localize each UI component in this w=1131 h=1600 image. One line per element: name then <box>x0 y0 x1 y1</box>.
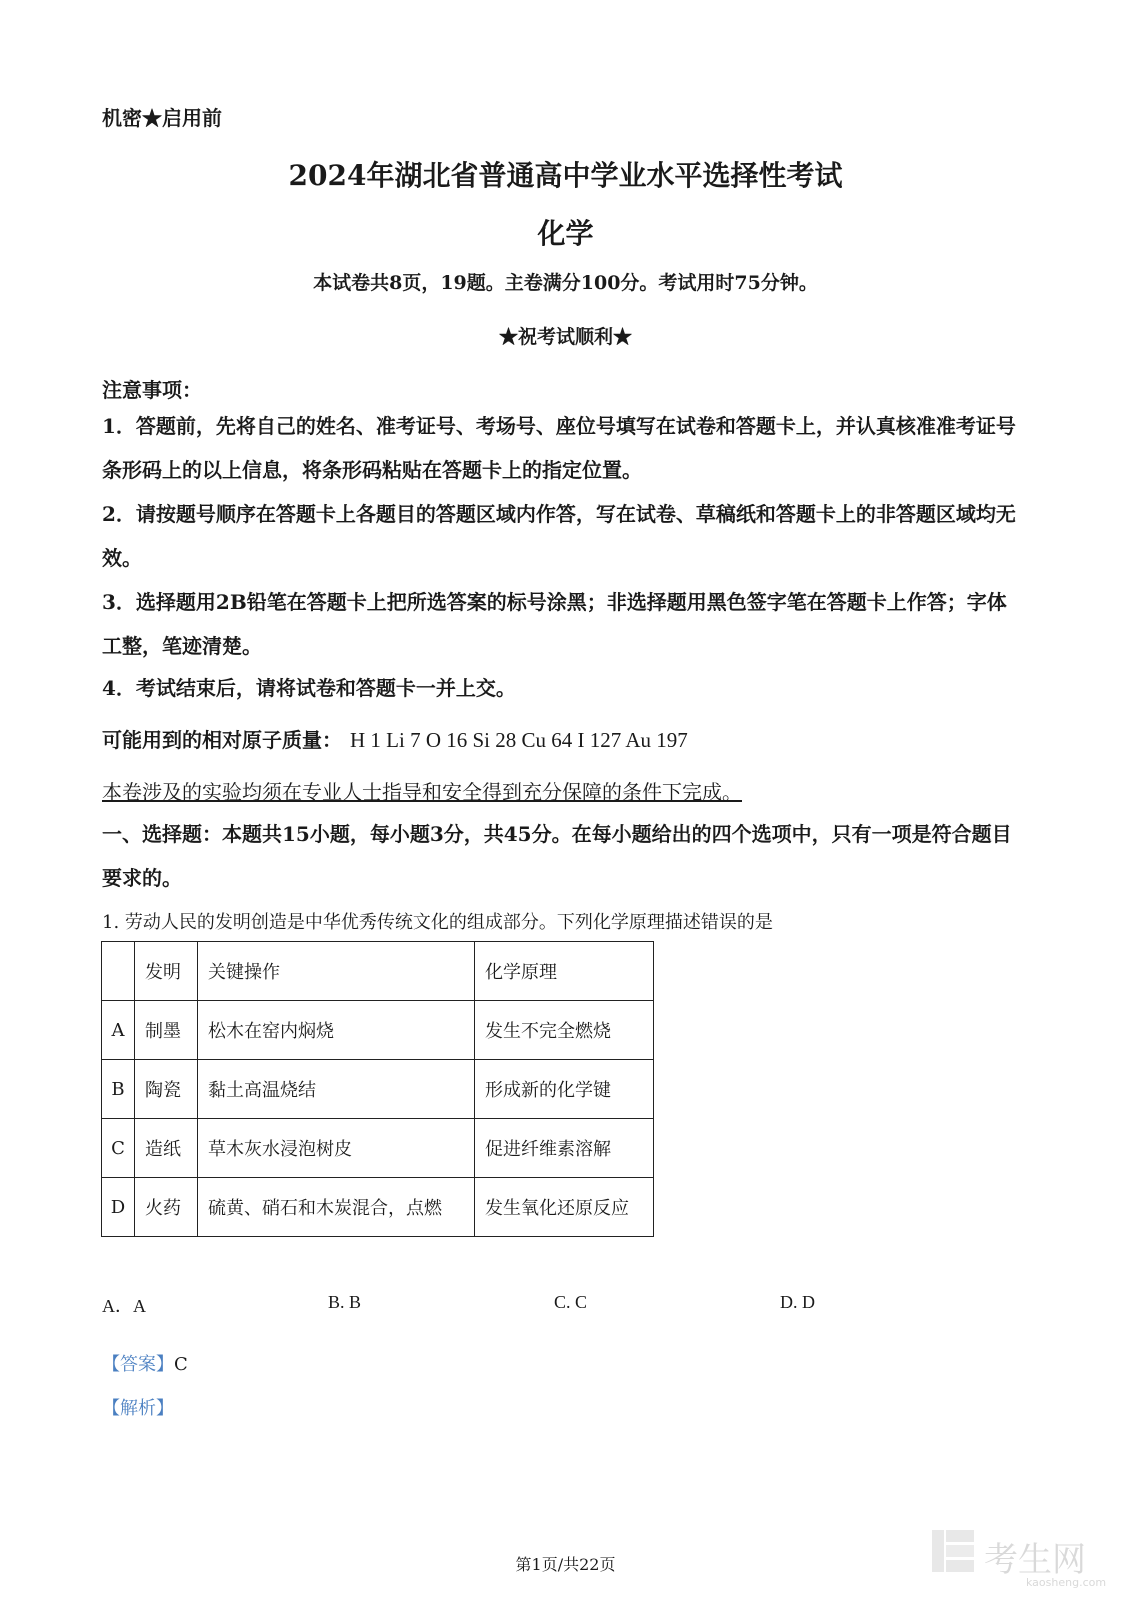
table-cell: 陶瓷 <box>135 1060 198 1119</box>
table-cell: 发生不完全燃烧 <box>475 1001 654 1060</box>
table-cell: 制墨 <box>135 1001 198 1060</box>
table-header-cell <box>102 942 135 1001</box>
atomic-masses-values: H 1 Li 7 O 16 Si 28 Cu 64 I 127 Au 197 <box>350 728 688 752</box>
notes-heading: 注意事项： <box>102 378 202 402</box>
table-header-cell: 发明 <box>135 942 198 1001</box>
option-d: D. D <box>780 1292 815 1312</box>
table-cell: 硫黄、硝石和木炭混合，点燃 <box>198 1178 475 1237</box>
analysis-tag: 【解析】 <box>102 1398 174 1419</box>
table-row <box>102 1060 654 1119</box>
table-cell: B <box>102 1060 135 1119</box>
table-cell: C <box>102 1119 135 1178</box>
subject-title: 化学 <box>537 217 594 250</box>
safety-notice: 本卷涉及的实验均须在专业人士指导和安全得到充分保障的条件下完成。 <box>102 780 742 804</box>
question-stem: 1. 劳动人民的发明创造是中华优秀传统文化的组成部分。下列化学原理描述错误的是 <box>102 912 773 933</box>
note-item: 4．考试结束后，请将试卷和答题卡一并上交。 <box>102 676 516 700</box>
atomic-masses-label: 可能用到的相对原子质量： <box>102 728 342 752</box>
watermark-text: 考生网 <box>984 1540 1086 1580</box>
watermark-emblem-icon <box>930 1528 976 1574</box>
table-header-cell: 化学原理 <box>475 942 654 1001</box>
section-heading: 一、选择题：本题共15小题，每小题3分，共45分。在每小题给出的四个选项中，只有一项是符合题目要求的。 <box>102 822 1012 890</box>
note-item: 3．选择题用2B铅笔在答题卡上把所选答案的标号涂黑；非选择题用黑色签字笔在答题卡上作答；字体工整，笔迹清楚。 <box>102 590 1007 658</box>
answer-tag: 【答案】 <box>102 1354 174 1375</box>
table-cell: 形成新的化学键 <box>475 1060 654 1119</box>
table-cell: 火药 <box>135 1178 198 1237</box>
note-item: 2．请按题号顺序在答题卡上各题目的答题区域内作答，写在试卷、草稿纸和答题卡上的非答题区域均无效。 <box>102 502 1016 570</box>
table-row <box>102 1001 654 1060</box>
question-table <box>101 941 654 1237</box>
table-cell: 发生氧化还原反应 <box>475 1178 654 1237</box>
option-c: C. C <box>554 1292 588 1312</box>
good-luck-line: ★祝考试顺利★ <box>498 326 632 348</box>
atomic-masses <box>102 724 688 753</box>
answer-value: C <box>174 1354 188 1375</box>
confidential-label: 机密★启用前 <box>102 106 222 130</box>
exam-info: 本试卷共8页，19题。主卷满分100分。考试用时75分钟。 <box>313 272 818 294</box>
table-cell: 黏土高温烧结 <box>198 1060 475 1119</box>
table-cell: A <box>102 1001 135 1060</box>
watermark-subtext: kaosheng.com <box>1026 1576 1107 1589</box>
option-b: B. B <box>328 1292 362 1312</box>
table-cell: D <box>102 1178 135 1237</box>
table-header-cell: 关键操作 <box>198 942 475 1001</box>
exam-title: 2024年湖北省普通高中学业水平选择性考试 <box>288 159 843 192</box>
table-cell: 松木在窑内焖烧 <box>198 1001 475 1060</box>
answer-line <box>102 1350 188 1376</box>
table-cell: 草木灰水浸泡树皮 <box>198 1119 475 1178</box>
option-a: A．A <box>102 1296 146 1316</box>
table-cell: 促进纤维素溶解 <box>475 1119 654 1178</box>
page-number: 第1页/共22页 <box>515 1555 616 1574</box>
note-item: 1．答题前，先将自己的姓名、准考证号、考场号、座位号填写在试卷和答题卡上，并认真核准准考证号条形码上的以上信息，将条形码粘贴在答题卡上的指定位置。 <box>102 414 1016 482</box>
watermark-logo <box>930 1528 1107 1589</box>
table-row <box>102 1178 654 1237</box>
table-header-row <box>102 942 654 1001</box>
table-cell: 造纸 <box>135 1119 198 1178</box>
table-row <box>102 1119 654 1178</box>
